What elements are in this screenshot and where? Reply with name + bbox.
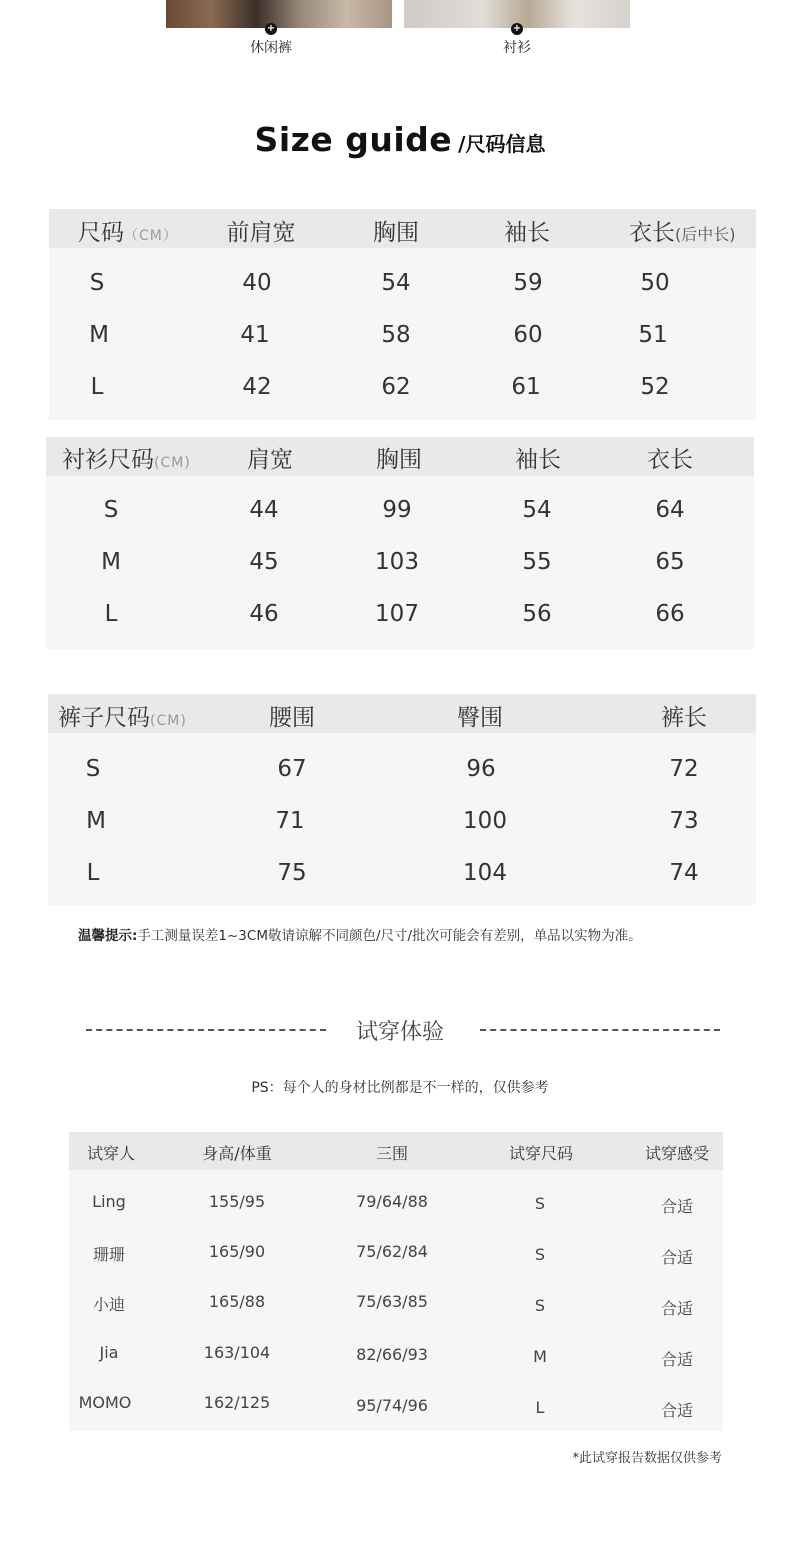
cell: 73 (669, 808, 699, 834)
unit-label: （CM） (124, 228, 178, 244)
trial-table (69, 1132, 723, 1431)
cell: S (89, 270, 105, 296)
header-cell: 胸围 (373, 220, 419, 246)
header-cell: 衣长 (647, 447, 693, 473)
cell: 56 (522, 601, 552, 627)
cell: 75/62/84 (356, 1242, 428, 1261)
cell: 165/90 (208, 1242, 266, 1261)
caption-shirt: 衬衫 (503, 40, 531, 56)
cell: 62 (381, 374, 411, 400)
header-size (62, 441, 191, 474)
header-cell-length (629, 214, 736, 247)
cell: 75 (277, 860, 307, 886)
header-size (58, 699, 187, 732)
cell: 合适 (660, 1299, 693, 1318)
cell: M (101, 549, 121, 575)
cell: 59 (513, 270, 543, 296)
unit-label: (CM) (154, 455, 191, 471)
trial-ps: PS：每个人的身材比例都是不一样的，仅供参考 (251, 1080, 549, 1096)
cell: 75/63/85 (356, 1292, 428, 1311)
cell: 100 (463, 808, 507, 834)
cell: 82/66/93 (356, 1345, 428, 1364)
header-cell: 袖长 (504, 220, 550, 246)
trial-footnote: *此试穿报告数据仅供参考 (572, 1451, 722, 1466)
cell: S (103, 497, 119, 523)
cell: S (534, 1194, 546, 1213)
cell: 155/95 (208, 1192, 266, 1211)
cell: MOMO (78, 1393, 132, 1412)
divider-right (480, 1029, 720, 1031)
cell: L (104, 601, 118, 627)
measurement-note (78, 924, 642, 944)
header-cell: 试穿人 (86, 1144, 135, 1163)
note-label: 温馨提示: (78, 928, 138, 944)
cell: S (534, 1296, 546, 1315)
cell: 64 (655, 497, 685, 523)
plus-icon[interactable]: + (512, 23, 522, 34)
product-photo-pants[interactable] (166, 0, 392, 28)
cell: 55 (522, 549, 552, 575)
cell: L (90, 374, 104, 400)
cell: L (535, 1398, 545, 1417)
cell: L (86, 860, 100, 886)
cell: 46 (249, 601, 279, 627)
cell: 58 (381, 322, 411, 348)
header-cell: 身高/体重 (202, 1144, 272, 1163)
cell: 合适 (660, 1401, 693, 1420)
cell: Ling (92, 1192, 126, 1211)
plus-icon[interactable]: + (266, 23, 276, 34)
header-label: 裤子尺码 (58, 705, 150, 731)
size-table-shirt (46, 437, 754, 649)
cell: 合适 (660, 1248, 693, 1267)
header-label: 衣长 (629, 220, 675, 246)
cell: 72 (669, 756, 699, 782)
cell: 103 (375, 549, 419, 575)
cell: 99 (382, 497, 412, 523)
cell: 163/104 (203, 1343, 271, 1362)
cell: S (534, 1245, 546, 1264)
cell: 54 (522, 497, 552, 523)
cell: 61 (511, 374, 541, 400)
cell: 小迪 (92, 1295, 125, 1314)
cell: 95/74/96 (356, 1396, 428, 1415)
cell: 54 (381, 270, 411, 296)
trial-title: 试穿体验 (355, 1020, 444, 1045)
cell: M (533, 1347, 547, 1366)
caption-pants: 休闲裤 (250, 40, 292, 56)
cell: 65 (655, 549, 685, 575)
cell: 67 (277, 756, 307, 782)
cell: 71 (275, 808, 305, 834)
cell: Jia (99, 1343, 119, 1362)
size-table-pants (48, 694, 756, 905)
cell: 165/88 (208, 1292, 266, 1311)
cell: 合适 (660, 1350, 693, 1369)
header-cell: 胸围 (376, 447, 422, 473)
header-cell: 臀围 (457, 705, 503, 731)
cell: M (86, 808, 106, 834)
header-cell: 三围 (375, 1144, 408, 1163)
title-cn: /尺码信息 (458, 132, 546, 156)
cell: 51 (638, 322, 668, 348)
cell: 41 (240, 322, 270, 348)
header-cell: 试穿尺码 (508, 1144, 573, 1163)
header-cell: 腰围 (269, 705, 315, 731)
cell: 44 (249, 497, 279, 523)
header-size (78, 214, 178, 247)
cell: 96 (466, 756, 496, 782)
cell: 52 (640, 374, 670, 400)
unit-label: (CM) (150, 713, 187, 729)
header-cell: 试穿感受 (644, 1144, 709, 1163)
cell: 162/125 (203, 1393, 271, 1412)
header-sub: (后中长) (675, 225, 736, 244)
header-cell: 肩宽 (247, 447, 293, 473)
cell: 79/64/88 (356, 1192, 428, 1211)
cell: 66 (655, 601, 685, 627)
cell: 合适 (660, 1197, 693, 1216)
page-title (0, 120, 800, 159)
cell: 40 (242, 270, 272, 296)
header-cell: 袖长 (515, 447, 561, 473)
header-cell: 前肩宽 (226, 220, 296, 246)
cell: 45 (249, 549, 279, 575)
note-text: 手工测量误差1~3CM敬请谅解不同颜色/尺寸/批次可能会有差别，单品以实物为准。 (137, 928, 642, 944)
cell: 珊珊 (92, 1245, 125, 1264)
size-table-main (49, 209, 756, 420)
header-label: 尺码 (78, 220, 124, 246)
header-cell: 裤长 (661, 705, 707, 731)
cell: 50 (640, 270, 670, 296)
cell: 74 (669, 860, 699, 886)
cell: 107 (375, 601, 419, 627)
cell: 42 (242, 374, 272, 400)
header-label: 衬衫尺码 (62, 447, 154, 473)
cell: S (85, 756, 101, 782)
cell: 104 (463, 860, 507, 886)
cell: 60 (513, 322, 543, 348)
title-en: Size guide (254, 120, 453, 159)
cell: M (89, 322, 109, 348)
